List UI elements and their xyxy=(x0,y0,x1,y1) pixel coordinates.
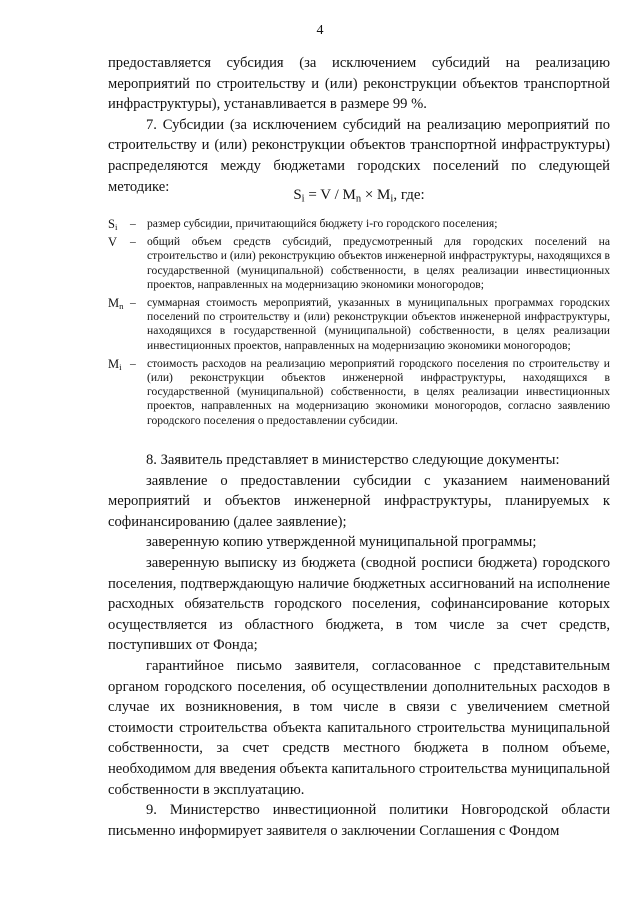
definition-symbol: V xyxy=(108,235,118,250)
definition-dash: – xyxy=(130,235,136,249)
document-item-guarantee-letter: гарантийное письмо заявителя, согласованное с представительным органом городского поселения, об осуществлении дополнительных расходов в случае их возникновения, в том числе в связи с увеличением сметной стоимости строительства объекта капитального строительства муниципальной собственности, за счет средств местного бюджета в полном объеме, необходимом для введения объекта капитального строительства муниципальной собственности в эксплуатацию. xyxy=(108,657,610,798)
formula-mi-sub: i xyxy=(390,193,394,205)
formula-eq: = V / M xyxy=(304,187,356,203)
formula-s-sub: i xyxy=(301,193,305,205)
intro-paragraph: предоставляется субсидия (за исключением субсидий на реализацию мероприятий по строительству и (или) реконструкции объектов транспортной инфраструктуры), устанавливается в размере 99 %. xyxy=(108,55,610,113)
paragraph-9: 9. Министерство инвестиционной политики Новгородской области письменно информирует заявителя о заключении Соглашения с Фондом xyxy=(108,802,610,839)
definition-text: стоимость расходов на реализацию мероприятий городского поселения по строительству и (или) реконструкции объектов инженерной инфраструктуры, находящихся в государственной (муниципальной) собственности, в целях реализации инвестиционных проектов, направленных на модернизацию экономики моногородов, согласно заявлению городского поселения о предоставлении субсидии. xyxy=(147,356,610,427)
definition-text: размер субсидии, причитающийся бюджету i-го городского поселения; xyxy=(147,217,498,230)
lower-text-block xyxy=(108,450,610,841)
paragraph-8: 8. Заявитель представляет в министерство следующие документы: xyxy=(146,452,560,468)
definition-mi xyxy=(108,357,610,428)
definition-symbol: $M_n$ xyxy=(108,296,124,312)
distribution-formula xyxy=(108,185,610,205)
paragraph-7: 7. Субсидии (за исключением субсидий на реализацию мероприятий по строительству и (или) реконструкции объектов транспортной инфраструктуры) распределяются между бюджетами городских поселений по следующей методике: xyxy=(108,116,610,195)
document-item-budget-extract: заверенную выписку из бюджета (сводной росписи бюджета) городского поселения, подтверждающую наличие бюджетных ассигнований на исполнение расходных обязательств городского поселения, софинансирование которых осуществляется из областного бюджета, в том числе за счет средств, поступивших от Фонда; xyxy=(108,554,610,654)
definition-dash: – xyxy=(130,356,136,370)
upper-text-block xyxy=(108,53,610,197)
definition-v xyxy=(108,235,610,292)
formula-definitions xyxy=(108,217,610,432)
document-item-program-copy: заверенную копию утвержденной муниципальной программы; xyxy=(146,534,537,551)
page-number: 4 xyxy=(316,23,324,38)
definition-text: суммарная стоимость мероприятий, указанных в муниципальных программах городских поселений по строительству и (или) реконструкции объектов инженерной инфраструктуры, находящихся в государственной (муниципальной) собственности, в целях реализации инвестиционных проектов, направленных на модернизацию экономики моногородов; xyxy=(147,296,610,352)
formula-times: × M xyxy=(361,187,391,203)
definition-mn xyxy=(108,296,610,353)
definition-text: общий объем средств субсидий, предусмотренный для городских поселений на строительство и (или) реконструкцию объектов инженерной инфраструктуры, находящихся в государственной (муниципальной) собственности, в целях реализации инвестиционных проектов, направленных на модернизацию экономики моногородов; xyxy=(147,235,610,291)
formula-s: S xyxy=(293,187,302,203)
formula-mn-sub: n xyxy=(355,193,362,205)
document-item-application: заявление о предоставлении субсидии с указанием наименований мероприятий и объектов инженерной инфраструктуры, планируемых к софинансированию (далее заявление); xyxy=(108,472,610,530)
definition-symbol: $M_i$ xyxy=(108,356,122,373)
definition-si xyxy=(108,217,610,231)
definition-dash: – xyxy=(130,296,136,310)
definition-symbol: $S_i$ xyxy=(108,217,118,233)
formula-tail: , где: xyxy=(393,187,425,203)
definition-dash: – xyxy=(130,217,136,230)
